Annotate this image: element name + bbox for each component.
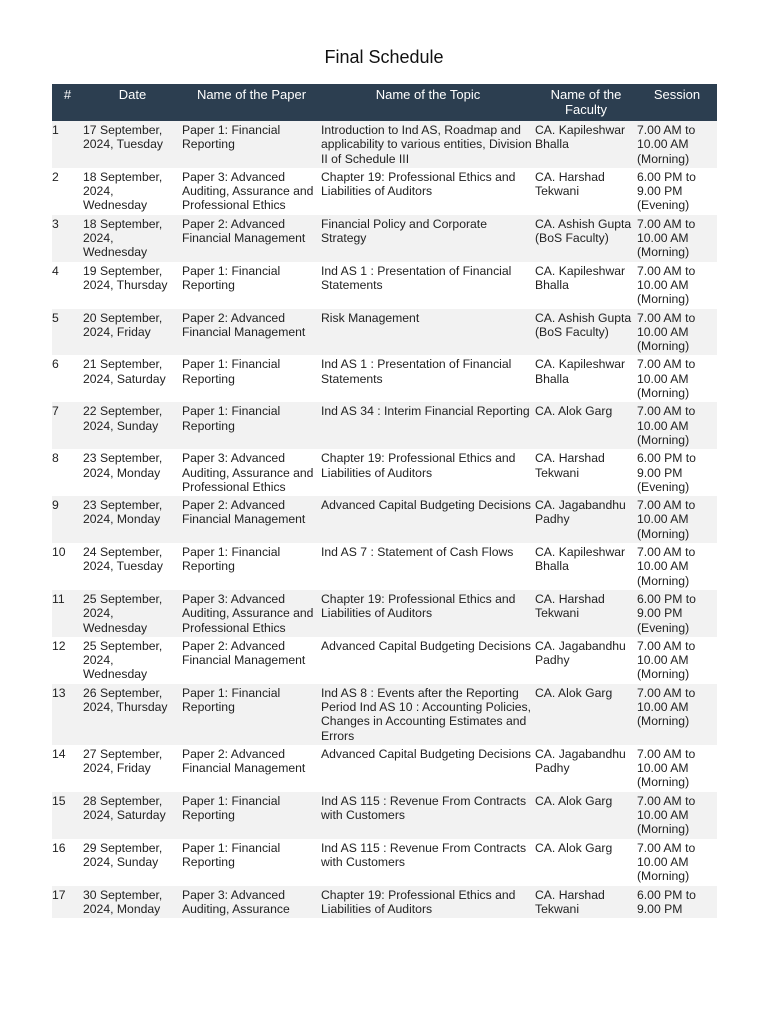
cell-faculty: CA. Alok Garg bbox=[535, 402, 637, 449]
table-row bbox=[52, 637, 717, 684]
table-row bbox=[52, 684, 717, 745]
table-row bbox=[52, 496, 717, 543]
cell-topic: Risk Management bbox=[321, 309, 535, 356]
cell-session: 6.00 PM to 9.00 PM (Evening) bbox=[637, 590, 717, 637]
cell-number: 8 bbox=[52, 451, 59, 466]
cell-number: 16 bbox=[52, 840, 66, 855]
cell-paper: Paper 1: Financial Reporting bbox=[182, 840, 281, 869]
cell-paper: Paper 3: Advanced Auditing, Assurance bbox=[182, 886, 321, 919]
header-session: Session bbox=[637, 84, 717, 121]
cell-date: 19 September, 2024, Thursday bbox=[83, 263, 168, 292]
cell-session: 7.00 AM to 10.00 AM (Morning) bbox=[637, 684, 717, 745]
cell-session: 7.00 AM to 10.00 AM (Morning) bbox=[637, 357, 696, 401]
schedule-table-container bbox=[52, 84, 717, 972]
cell-topic: Ind AS 115 : Revenue From Contracts with Customers bbox=[321, 792, 535, 839]
cell-date: 20 September, 2024, Friday bbox=[83, 309, 182, 356]
cell-topic: Ind AS 34 : Interim Financial Reporting bbox=[321, 402, 535, 449]
cell-faculty: CA. Harshad Tekwani bbox=[535, 169, 605, 199]
cell-session: 7.00 AM to 10.00 AM (Morning) bbox=[637, 121, 717, 168]
cell-session: 7.00 AM to 10.00 AM (Morning) bbox=[637, 792, 717, 839]
cell-faculty: CA. Ashish Gupta (BoS Faculty) bbox=[535, 215, 637, 262]
cell-session: 6.00 PM to 9.00 PM bbox=[637, 886, 717, 919]
cell-number: 12 bbox=[52, 638, 66, 653]
cell-number: 9 bbox=[52, 496, 83, 543]
cell-date: 25 September, 2024, Wednesday bbox=[83, 590, 182, 637]
cell-paper: Paper 1: Financial Reporting bbox=[182, 263, 281, 292]
cell-paper: Paper 2: Advanced Financial Management bbox=[182, 496, 321, 543]
cell-faculty: CA. Jagabandhu Padhy bbox=[535, 746, 626, 776]
cell-paper: Paper 3: Advanced Auditing, Assurance and Professional Ethics bbox=[182, 169, 314, 213]
cell-number: 11 bbox=[52, 590, 83, 637]
cell-topic: Ind AS 7 : Statement of Cash Flows bbox=[321, 545, 514, 560]
cell-session: 7.00 AM to 10.00 AM (Morning) bbox=[637, 402, 717, 449]
table-row bbox=[52, 886, 717, 919]
cell-date: 18 September, 2024, Wednesday bbox=[83, 169, 163, 213]
cell-topic: Chapter 19: Professional Ethics and Liabilities of Auditors bbox=[321, 169, 516, 199]
cell-faculty: CA. Alok Garg bbox=[535, 684, 637, 745]
cell-number: 6 bbox=[52, 357, 59, 372]
cell-paper: Paper 1: Financial Reporting bbox=[182, 402, 321, 449]
cell-faculty: CA. Harshad Tekwani bbox=[535, 590, 637, 637]
cell-number: 17 bbox=[52, 886, 83, 919]
cell-date: 28 September, 2024, Saturday bbox=[83, 792, 182, 839]
cell-faculty: CA. Harshad Tekwani bbox=[535, 886, 637, 919]
table-row bbox=[52, 543, 717, 590]
cell-paper: Paper 3: Advanced Auditing, Assurance and Professional Ethics bbox=[182, 451, 314, 494]
cell-faculty: CA. Ashish Gupta (BoS Faculty) bbox=[535, 309, 637, 356]
cell-number: 4 bbox=[52, 263, 59, 278]
table-row bbox=[52, 745, 717, 792]
table-row bbox=[52, 309, 717, 356]
cell-date: 21 September, 2024, Saturday bbox=[83, 357, 166, 386]
table-row bbox=[52, 590, 717, 637]
cell-date: 23 September, 2024, Monday bbox=[83, 451, 163, 480]
cell-faculty: CA. Alok Garg bbox=[535, 792, 637, 839]
cell-number: 1 bbox=[52, 121, 83, 168]
cell-faculty: CA. Alok Garg bbox=[535, 840, 613, 855]
page-title: Final Schedule bbox=[324, 47, 444, 67]
cell-session: 6.00 PM to 9.00 PM (Evening) bbox=[637, 451, 696, 494]
table-row bbox=[52, 839, 717, 886]
cell-session: 7.00 AM to 10.00 AM (Morning) bbox=[637, 840, 696, 884]
cell-topic: Ind AS 115 : Revenue From Contracts with Customers bbox=[321, 840, 527, 869]
cell-faculty: CA. Kapileshwar Bhalla bbox=[535, 263, 626, 292]
cell-paper: Paper 1: Financial Reporting bbox=[182, 121, 321, 168]
cell-paper: Paper 3: Advanced Auditing, Assurance and Professional Ethics bbox=[182, 590, 321, 637]
header-faculty: Name of the Faculty bbox=[535, 84, 637, 121]
cell-topic: Ind AS 1 : Presentation of Financial Statements bbox=[321, 263, 512, 292]
cell-date: 24 September, 2024, Tuesday bbox=[83, 545, 163, 574]
cell-faculty: CA. Kapileshwar Bhalla bbox=[535, 545, 626, 574]
cell-faculty: CA. Harshad Tekwani bbox=[535, 451, 605, 480]
cell-topic: Chapter 19: Professional Ethics and Liabilities of Auditors bbox=[321, 590, 535, 637]
cell-topic: Advanced Capital Budgeting Decisions bbox=[321, 496, 535, 543]
table-row bbox=[52, 449, 717, 496]
cell-topic: Financial Policy and Corporate Strategy bbox=[321, 215, 535, 262]
cell-faculty: CA. Kapileshwar Bhalla bbox=[535, 357, 626, 386]
cell-session: 7.00 AM to 10.00 AM (Morning) bbox=[637, 309, 717, 356]
cell-number: 2 bbox=[52, 169, 59, 184]
header-date: Date bbox=[83, 84, 182, 121]
cell-paper: Paper 2: Advanced Financial Management bbox=[182, 638, 306, 668]
cell-date: 29 September, 2024, Sunday bbox=[83, 840, 163, 869]
table-row bbox=[52, 355, 717, 402]
header-number: # bbox=[52, 84, 83, 121]
cell-date: 26 September, 2024, Thursday bbox=[83, 684, 182, 745]
table-row bbox=[52, 262, 717, 309]
cell-faculty: CA. Jagabandhu Padhy bbox=[535, 638, 626, 668]
table-row bbox=[52, 121, 717, 168]
cell-topic: Introduction to Ind AS, Roadmap and applicability to various entities, Division II of Schedule III bbox=[321, 121, 535, 168]
cell-date: 25 September, 2024, Wednesday bbox=[83, 638, 163, 682]
table-row bbox=[52, 402, 717, 449]
cell-session: 7.00 AM to 10.00 AM (Morning) bbox=[637, 215, 717, 262]
cell-number: 14 bbox=[52, 746, 66, 761]
cell-date: 22 September, 2024, Sunday bbox=[83, 402, 182, 449]
cell-session: 7.00 AM to 10.00 AM (Morning) bbox=[637, 638, 696, 682]
cell-paper: Paper 1: Financial Reporting bbox=[182, 545, 281, 574]
cell-session: 7.00 AM to 10.00 AM (Morning) bbox=[637, 545, 696, 588]
cell-number: 3 bbox=[52, 215, 83, 262]
cell-date: 17 September, 2024, Tuesday bbox=[83, 121, 182, 168]
cell-session: 7.00 AM to 10.00 AM (Morning) bbox=[637, 496, 717, 543]
cell-number: 7 bbox=[52, 402, 83, 449]
cell-paper: Paper 2: Advanced Financial Management bbox=[182, 309, 321, 356]
cell-session: 7.00 AM to 10.00 AM (Morning) bbox=[637, 263, 696, 307]
cell-topic: Advanced Capital Budgeting Decisions bbox=[321, 746, 532, 761]
cell-date: 23 September, 2024, Monday bbox=[83, 496, 182, 543]
cell-session: 6.00 PM to 9.00 PM (Evening) bbox=[637, 169, 696, 213]
cell-faculty: CA. Jagabandhu Padhy bbox=[535, 496, 637, 543]
cell-number: 5 bbox=[52, 309, 83, 356]
cell-number: 10 bbox=[52, 545, 66, 560]
cell-topic: Chapter 19: Professional Ethics and Liabilities of Auditors bbox=[321, 451, 516, 480]
cell-paper: Paper 1: Financial Reporting bbox=[182, 792, 321, 839]
cell-paper: Paper 1: Financial Reporting bbox=[182, 684, 321, 745]
cell-topic: Ind AS 1 : Presentation of Financial Statements bbox=[321, 357, 512, 386]
cell-session: 7.00 AM to 10.00 AM (Morning) bbox=[637, 746, 696, 790]
cell-date: 27 September, 2024, Friday bbox=[83, 746, 163, 776]
table-row bbox=[52, 168, 717, 215]
cell-paper: Paper 2: Advanced Financial Management bbox=[182, 746, 306, 776]
table-header-row bbox=[52, 84, 717, 121]
cell-date: 18 September, 2024, Wednesday bbox=[83, 215, 182, 262]
table-row bbox=[52, 215, 717, 262]
header-paper: Name of the Paper bbox=[182, 84, 321, 121]
cell-paper: Paper 2: Advanced Financial Management bbox=[182, 215, 321, 262]
schedule-table bbox=[52, 84, 717, 918]
cell-number: 15 bbox=[52, 792, 83, 839]
table-row bbox=[52, 792, 717, 839]
header-topic: Name of the Topic bbox=[321, 84, 535, 121]
cell-topic: Advanced Capital Budgeting Decisions bbox=[321, 638, 532, 653]
cell-paper: Paper 1: Financial Reporting bbox=[182, 357, 281, 386]
cell-number: 13 bbox=[52, 684, 83, 745]
cell-faculty: CA. Kapileshwar Bhalla bbox=[535, 121, 637, 168]
cell-topic: Chapter 19: Professional Ethics and Liabilities of Auditors bbox=[321, 886, 535, 919]
cell-date: 30 September, 2024, Monday bbox=[83, 886, 182, 919]
cell-topic: Ind AS 8 : Events after the Reporting Period Ind AS 10 : Accounting Policies, Changes in Accounting Estimates and Errors bbox=[321, 684, 535, 745]
